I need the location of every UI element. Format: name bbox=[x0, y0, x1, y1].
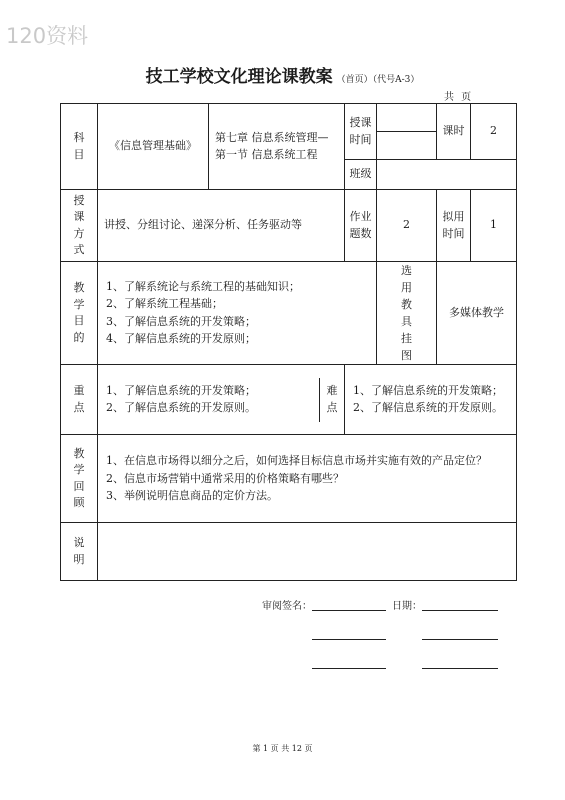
notes-value bbox=[98, 523, 517, 581]
difficult-point-item: 1、了解信息系统的开发策略； bbox=[353, 383, 503, 397]
key-points-list bbox=[98, 378, 320, 422]
difficult-points-list bbox=[345, 365, 517, 435]
subject-label: 科目 bbox=[61, 104, 98, 190]
review-list bbox=[98, 435, 517, 523]
page-count: 共 页 bbox=[444, 92, 474, 103]
goal-item: 1、了解系统论与系统工程的基础知识； bbox=[106, 279, 300, 293]
chapter-line-2: 第一节 信息系统工程 bbox=[215, 147, 318, 161]
teach-time-label: 授课时间 bbox=[345, 104, 377, 160]
goals-list bbox=[98, 262, 377, 365]
chapter-cell bbox=[209, 104, 345, 190]
homework-value: 2 bbox=[377, 190, 437, 262]
class-value bbox=[377, 160, 517, 190]
subject-value: 《信息管理基础》 bbox=[98, 104, 209, 190]
date-label: 日期： bbox=[392, 601, 422, 612]
key-point-item: 2、了解信息系统的开发原则。 bbox=[106, 401, 256, 415]
hours-value: 2 bbox=[471, 104, 517, 160]
review-item: 2、信息市场营销中通常采用的价格策略有哪些？ bbox=[106, 471, 344, 485]
signature-line-3 bbox=[312, 667, 386, 669]
page-title bbox=[0, 62, 565, 87]
review-label: 教学回顾 bbox=[61, 435, 98, 523]
goal-item: 4、了解信息系统的开发原则； bbox=[106, 332, 256, 346]
page-footer: 第 1 页 共 12 页 bbox=[252, 744, 313, 753]
chapter-line-1: 第七章 信息系统管理— bbox=[215, 131, 329, 144]
key-point-item: 1、了解信息系统的开发策略； bbox=[106, 383, 256, 397]
date-line bbox=[422, 609, 498, 611]
review-signature-line bbox=[312, 609, 386, 611]
signature-line-2 bbox=[312, 638, 386, 640]
date-line-2 bbox=[422, 638, 498, 640]
homework-label: 作业题数 bbox=[345, 190, 377, 262]
review-signature-label: 审阅签名： bbox=[262, 601, 312, 612]
class-label: 班级 bbox=[345, 160, 377, 190]
goal-item: 2、了解系统工程基础； bbox=[106, 297, 223, 311]
review-item: 1、在信息市场得以细分之后，如何选择目标信息市场并实施有效的产品定位？ bbox=[106, 454, 487, 468]
lesson-plan-table bbox=[60, 103, 517, 581]
aids-label: 选用教具挂图 bbox=[377, 262, 437, 365]
difficult-point-item: 2、了解信息系统的开发原则。 bbox=[353, 401, 503, 415]
difficult-label: 难点 bbox=[320, 378, 345, 422]
key-label: 重点 bbox=[61, 365, 98, 435]
key-split-cell bbox=[98, 365, 345, 435]
planned-label: 拟用时间 bbox=[437, 190, 471, 262]
teach-time-value bbox=[377, 104, 437, 160]
method-value: 讲授、分组讨论、递深分析、任务驱动等 bbox=[98, 190, 345, 262]
watermark: 120资料 bbox=[6, 24, 89, 48]
title-main: 技工学校文化理论课教案 bbox=[145, 67, 333, 87]
planned-value: 1 bbox=[471, 190, 517, 262]
notes-label: 说明 bbox=[61, 523, 98, 581]
review-item: 3、举例说明信息商品的定价方法。 bbox=[106, 489, 278, 503]
aids-value: 多媒体教学 bbox=[437, 262, 517, 365]
goals-label: 教学目的 bbox=[61, 262, 98, 365]
hours-label: 课时 bbox=[437, 104, 471, 160]
method-label: 授课方式 bbox=[61, 190, 98, 262]
title-note: （首页）（代号A-3） bbox=[336, 75, 420, 85]
date-line-3 bbox=[422, 667, 498, 669]
goal-item: 3、了解信息系统的开发策略； bbox=[106, 314, 256, 328]
